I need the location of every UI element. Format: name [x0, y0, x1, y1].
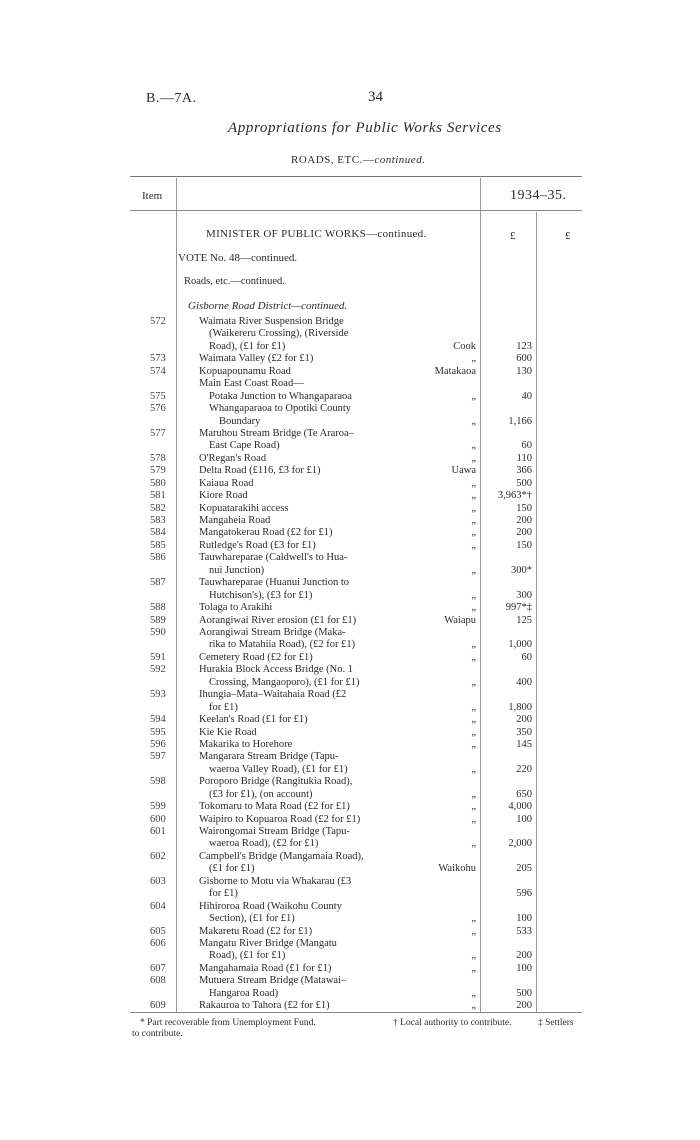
item-number: 588 [150, 602, 166, 614]
item-description: Makarika to Horehore [199, 738, 293, 750]
item-description: rika to Matahiia Road), (£2 for £1) [209, 639, 356, 651]
item-description: (Waikereru Crossing), (Riverside [209, 328, 349, 340]
item-number: 589 [150, 614, 166, 626]
table-row [0, 590, 700, 602]
local-authority: „ [471, 962, 476, 974]
amount-value: 200 [516, 515, 532, 527]
amount-value: 60 [521, 651, 532, 663]
item-description: Makaretu Road (£2 for £1) [199, 925, 313, 937]
item-description: Mangaheia Road [199, 515, 271, 527]
table-row [0, 478, 700, 490]
item-number: 598 [150, 776, 166, 788]
amount-value: 3,963*† [497, 490, 532, 502]
item-description: Kopuatarakihi access [199, 502, 289, 514]
item-description: Wairongomai Stream Bridge (Tapu- [199, 826, 350, 838]
item-description: Rutledge's Road (£3 for £1) [199, 539, 316, 551]
item-description: Mangahamaia Road (£1 for £1) [199, 962, 332, 974]
footnote-unemployment: * Part recoverable from Unemployment Fund. [140, 1018, 316, 1028]
vote-heading: VOTE No. 48—continued. [178, 252, 298, 264]
table-row [0, 577, 700, 589]
amount-value: 4,000 [508, 801, 532, 813]
item-number: 591 [150, 651, 166, 663]
local-authority: „ [471, 527, 476, 539]
table-row [0, 515, 700, 527]
local-authority: „ [471, 651, 476, 663]
table-row [0, 975, 700, 987]
item-description: Kaiaua Road [199, 477, 254, 489]
local-authority: „ [471, 763, 476, 775]
item-description: Mangarara Stream Bridge (Tapu- [199, 751, 339, 763]
amount-value: 100 [516, 913, 532, 925]
amount-value: 1,166 [508, 415, 532, 427]
table-row [0, 689, 700, 701]
amount-value: 1,000 [508, 639, 532, 651]
item-description: (£1 for £1) [209, 863, 255, 875]
amount-value: 123 [516, 340, 532, 352]
table-row [0, 764, 700, 776]
item-description: (£3 for £1), (on account) [209, 788, 313, 800]
page-subtitle [291, 154, 425, 166]
table-row [0, 789, 700, 801]
item-description: Mangatokerau Road (£2 for £1) [199, 527, 333, 539]
table-row [0, 328, 700, 340]
table-row [0, 888, 700, 900]
table-row [0, 527, 700, 539]
local-authority: „ [471, 676, 476, 688]
amount-value: 220 [516, 763, 532, 775]
amount-value: 2,000 [508, 838, 532, 850]
item-description: East Cape Road) [209, 440, 280, 452]
amount-value: 100 [516, 813, 532, 825]
table-row [0, 391, 700, 403]
local-authority: „ [471, 564, 476, 576]
item-description: Hihiroroa Road (Waikohu County [199, 900, 342, 912]
item-number: 581 [150, 490, 166, 502]
item-description: Tolaga to Arakihi [199, 602, 273, 614]
currency-symbol-2: £ [565, 230, 571, 242]
document-reference: B.—7A. [146, 91, 197, 106]
subtitle-main: ROADS, ETC.— [291, 154, 375, 166]
local-authority: „ [471, 738, 476, 750]
amount-value: 350 [516, 726, 532, 738]
local-authority: „ [471, 913, 476, 925]
item-description: Aorangiwai Stream Bridge (Maka- [199, 627, 346, 638]
table-row [0, 490, 700, 502]
table-row [0, 627, 700, 639]
item-number: 605 [150, 925, 166, 937]
table-row [0, 428, 700, 440]
item-description: Ihungia–Mata–Waitahaia Road (£2 [199, 689, 347, 701]
currency-symbol-1: £ [510, 230, 516, 242]
item-number: 593 [150, 689, 166, 701]
item-description: O'Regan's Road [199, 452, 267, 464]
page-number: 34 [368, 89, 383, 105]
amount-value: 500 [516, 987, 532, 999]
table-row [0, 353, 700, 365]
table-row [0, 453, 700, 465]
item-description: Keelan's Road (£1 for £1) [199, 714, 308, 726]
item-number: 600 [150, 813, 166, 825]
local-authority: „ [471, 440, 476, 452]
page-title: Appropriations for Public Works Services [228, 120, 502, 136]
local-authority: „ [471, 1000, 476, 1012]
item-description: Potaka Junction to Whangaparaoa [209, 390, 352, 402]
item-number: 580 [150, 477, 166, 489]
table-row [0, 838, 700, 850]
table-row [0, 963, 700, 975]
amount-value: 500 [516, 477, 532, 489]
table-row [0, 664, 700, 676]
district-heading: Gisborne Road District—continued. [188, 300, 348, 312]
amount-value: 205 [516, 863, 532, 875]
item-number: 578 [150, 452, 166, 464]
item-number: 609 [150, 1000, 166, 1012]
item-description: Delta Road (£116, £3 for £1) [199, 465, 321, 477]
item-description: Road), (£1 for £1) [209, 950, 286, 962]
minister-heading: MINISTER OF PUBLIC WORKS—continued. [206, 228, 427, 240]
amount-value: 125 [516, 614, 532, 626]
table-row [0, 416, 700, 428]
amount-value: 150 [516, 539, 532, 551]
item-description: Crossing, Mangaoporo), (£1 for £1) [209, 676, 360, 688]
table-row [0, 702, 700, 714]
amount-value: 100 [516, 962, 532, 974]
local-authority: „ [471, 801, 476, 813]
table-row [0, 615, 700, 627]
item-description: Hutchison's), (£3 for £1) [209, 589, 313, 601]
table-row [0, 540, 700, 552]
table-row [0, 552, 700, 564]
local-authority: Matakaoa [434, 365, 476, 377]
table-row [0, 316, 700, 328]
local-authority: „ [471, 602, 476, 614]
item-number: 595 [150, 726, 166, 738]
item-number: 604 [150, 900, 166, 912]
local-authority: „ [471, 838, 476, 850]
item-description: Waimata River Suspension Bridge [199, 316, 344, 327]
amount-value: 1,800 [508, 701, 532, 713]
item-number: 590 [150, 627, 166, 638]
item-number: 594 [150, 714, 166, 726]
item-description: Whangaparaoa to Opotiki County [209, 403, 352, 415]
item-number: 575 [150, 390, 166, 402]
item-description: for £1) [209, 701, 238, 713]
table-row [0, 751, 700, 763]
table-row [0, 378, 700, 390]
local-authority: „ [471, 726, 476, 738]
item-description: Campbell's Bridge (Mangamaia Road), [199, 850, 364, 862]
footnote-settlers-continued: to contribute. [132, 1029, 183, 1039]
local-authority: „ [471, 639, 476, 651]
year-column-header: 1934–35. [510, 188, 567, 203]
amount-value: 600 [516, 353, 532, 365]
item-description: Cemetery Road (£2 for £1) [199, 651, 313, 663]
item-number: 587 [150, 577, 166, 589]
item-description: Mangatu River Bridge (Mangatu [199, 938, 337, 949]
amount-value: 130 [516, 365, 532, 377]
item-description: Tokomaru to Mata Road (£2 for £1) [199, 801, 350, 813]
item-number: 606 [150, 938, 166, 949]
amount-value: 145 [516, 738, 532, 750]
item-number: 585 [150, 539, 166, 551]
item-description: waeroa Valley Road), (£1 for £1) [209, 763, 348, 775]
local-authority: „ [471, 539, 476, 551]
item-number: 574 [150, 365, 166, 377]
amount-value: 997*‡ [505, 602, 532, 614]
item-number: 584 [150, 527, 166, 539]
table-row [0, 913, 700, 925]
local-authority: Waiapu [444, 614, 476, 626]
amount-value: 200 [516, 714, 532, 726]
item-number: 583 [150, 515, 166, 527]
local-authority: „ [471, 813, 476, 825]
item-description: Main East Coast Road— [199, 378, 304, 390]
footnote-local-authority: † Local authority to contribute. [393, 1018, 512, 1028]
item-description: Aorangiwai River erosion (£1 for £1) [199, 614, 357, 626]
item-number: 596 [150, 738, 166, 750]
local-authority: „ [471, 415, 476, 427]
table-row [0, 639, 700, 651]
item-number: 599 [150, 801, 166, 813]
amount-value: 200 [516, 1000, 532, 1012]
local-authority: Waikohu [438, 863, 476, 875]
amount-value: 366 [516, 465, 532, 477]
table-row [0, 776, 700, 788]
amount-value: 300 [516, 589, 532, 601]
local-authority: „ [471, 490, 476, 502]
local-authority: „ [471, 589, 476, 601]
table-row [0, 465, 700, 477]
item-description: Hangaroa Road) [209, 987, 279, 999]
item-description: Waipiro to Kopuaroa Road (£2 for £1) [199, 813, 361, 825]
item-description: Gisborne to Motu via Whakarau (£3 [199, 875, 352, 887]
table-row [0, 801, 700, 813]
item-description: Tauwhareparae (Caldwell's to Hua- [199, 552, 348, 564]
amount-value: 650 [516, 788, 532, 800]
table-row [0, 565, 700, 577]
table-row [0, 876, 700, 888]
table-row [0, 714, 700, 726]
amount-value: 400 [516, 676, 532, 688]
item-description: Road), (£1 for £1) [209, 340, 286, 352]
item-number: 576 [150, 403, 166, 415]
table-top-rule [130, 176, 582, 177]
table-row [0, 739, 700, 751]
table-row [0, 366, 700, 378]
item-description: Tauwhareparae (Huanui Junction to [199, 577, 349, 589]
item-description: Hurakia Block Access Bridge (No. 1 [199, 664, 353, 676]
amount-value: 533 [516, 925, 532, 937]
item-description: for £1) [209, 888, 238, 900]
table-row [0, 1000, 700, 1012]
item-description: nui Junction) [209, 564, 265, 576]
item-description: Mutuera Stream Bridge (Matawai– [199, 975, 347, 987]
table-row [0, 851, 700, 863]
table-row [0, 727, 700, 739]
local-authority: „ [471, 502, 476, 514]
table-row [0, 341, 700, 353]
item-number: 608 [150, 975, 166, 987]
item-description: Kie Kie Road [199, 726, 257, 738]
local-authority: „ [471, 788, 476, 800]
table-row [0, 652, 700, 664]
local-authority: „ [471, 987, 476, 999]
item-column-header: Item [142, 190, 163, 202]
amount-value: 110 [516, 452, 532, 464]
amount-value: 200 [516, 527, 532, 539]
item-description: Section), (£1 for £1) [209, 913, 295, 925]
amount-value: 596 [516, 888, 532, 900]
local-authority: „ [471, 515, 476, 527]
item-description: Kopuapounamu Road [199, 365, 291, 377]
local-authority: „ [471, 950, 476, 962]
item-number: 597 [150, 751, 166, 763]
item-number: 579 [150, 465, 166, 477]
local-authority: Uawa [451, 465, 476, 477]
table-row [0, 602, 700, 614]
table-row [0, 988, 700, 1000]
item-number: 572 [150, 316, 166, 327]
item-number: 573 [150, 353, 166, 365]
amount-value: 60 [521, 440, 532, 452]
item-description: Rakauroa to Tahora (£2 for £1) [199, 1000, 330, 1012]
item-number: 592 [150, 664, 166, 676]
item-number: 607 [150, 962, 166, 974]
header-bottom-rule [130, 210, 582, 211]
table-row [0, 503, 700, 515]
local-authority: „ [471, 452, 476, 464]
item-number: 603 [150, 875, 166, 887]
item-number: 602 [150, 850, 166, 862]
local-authority: „ [471, 353, 476, 365]
item-description: Waimata Valley (£2 for £1) [199, 353, 314, 365]
table-row [0, 938, 700, 950]
item-description: Poroporo Bridge (Rangitukia Road), [199, 776, 353, 788]
item-number: 577 [150, 427, 166, 439]
table-row [0, 926, 700, 938]
table-row [0, 826, 700, 838]
item-number: 586 [150, 552, 166, 564]
roads-heading: Roads, etc.—continued. [184, 276, 285, 287]
table-row [0, 677, 700, 689]
local-authority: Cook [453, 340, 476, 352]
table-row [0, 950, 700, 962]
amount-value: 40 [521, 390, 532, 402]
item-number: 582 [150, 502, 166, 514]
local-authority: „ [471, 477, 476, 489]
amount-value: 150 [516, 502, 532, 514]
local-authority: „ [471, 925, 476, 937]
local-authority: „ [471, 714, 476, 726]
item-description: Boundary [219, 415, 261, 427]
local-authority: „ [471, 701, 476, 713]
subtitle-continued: continued. [374, 154, 426, 166]
item-description: Kiore Road [199, 490, 248, 502]
amount-value: 200 [516, 950, 532, 962]
footnote-settlers: ‡ Settlers [538, 1018, 574, 1028]
item-description: Maruhou Stream Bridge (Te Araroa– [199, 427, 354, 439]
table-row [0, 901, 700, 913]
local-authority: „ [471, 390, 476, 402]
item-number: 601 [150, 826, 166, 838]
table-row [0, 814, 700, 826]
amount-value: 300* [511, 564, 532, 576]
table-row [0, 440, 700, 452]
item-description: waeroa Road), (£2 for £1) [209, 838, 319, 850]
table-row [0, 403, 700, 415]
table-row [0, 863, 700, 875]
